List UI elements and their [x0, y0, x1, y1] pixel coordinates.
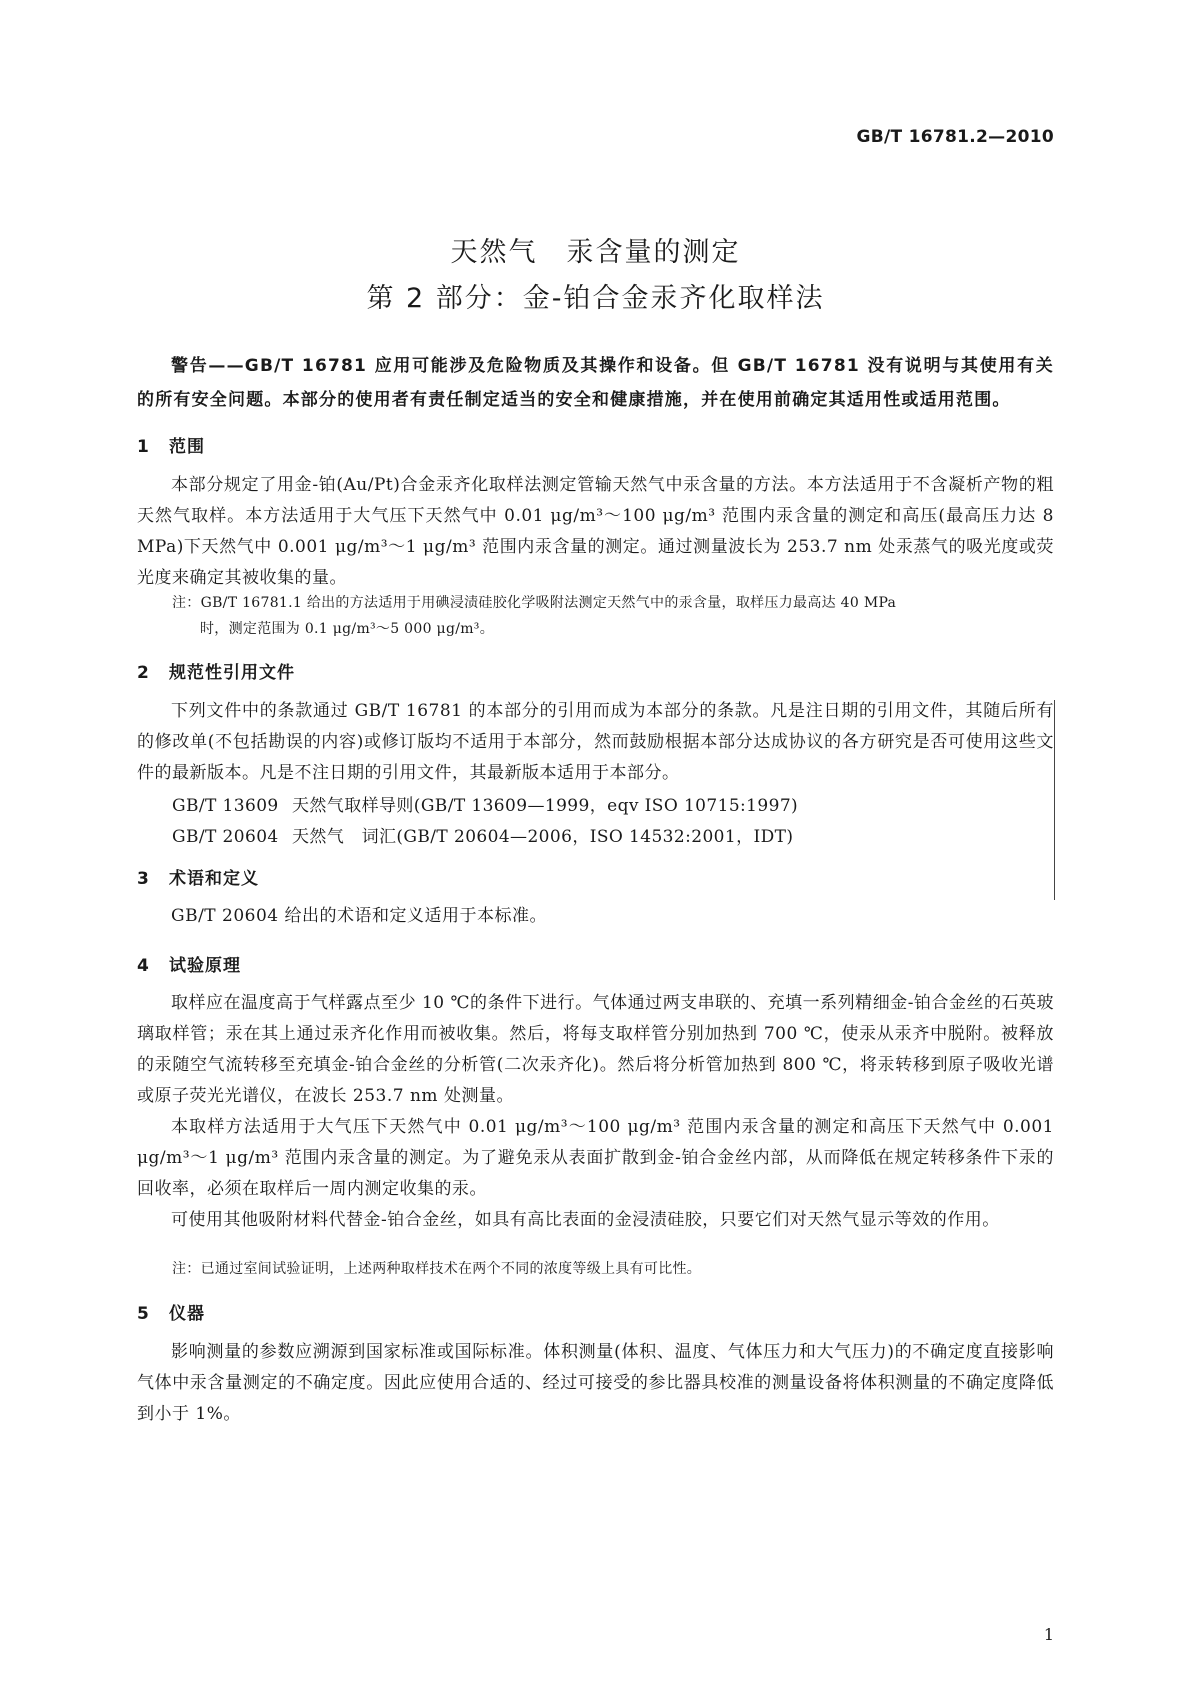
page-number: 1: [1043, 1625, 1054, 1644]
scope-note: [172, 590, 1054, 642]
scope-note-line2: 时，测定范围为 0.1 μg/m³～5 000 μg/m³。: [200, 621, 495, 637]
apparatus-paragraph: 影响测量的参数应溯源到国家标准或国际标准。体积测量(体积、温度、气体压力和大气压力)的不确定度直接影响气体中汞含量测定的不确定度。因此应使用合适的、经过可接受的参比器具校准的测量设备将体积测量的不确定度降低到小于 1%。: [137, 1342, 1054, 1424]
reference-title: 天然气取样导则(GB/T 13609—1999，eqv ISO 10715:1997): [292, 796, 799, 816]
section-title: 范围: [169, 437, 205, 457]
reference-title: 天然气 词汇(GB/T 20604—2006，ISO 14532:2001，IDT): [292, 827, 794, 847]
section-heading-scope: [137, 432, 205, 457]
change-bar: [1054, 700, 1055, 900]
section-title: 仪器: [169, 1304, 205, 1324]
standard-number: GB/T 16781.2—2010: [856, 127, 1054, 147]
section-heading-apparatus: [137, 1299, 205, 1324]
section-heading-terms: [137, 864, 259, 889]
principle-paragraph-1: 取样应在温度高于气样露点至少 10 ℃的条件下进行。气体通过两支串联的、充填一系列精细金-铂合金丝的石英玻璃取样管；汞在其上通过汞齐化作用而被收集。然后，将每支取样管分别加热到 700 ℃，使汞从汞齐中脱附。被释放的汞随空气流转移至充填金-铂合金丝的分析管(二次汞齐化)。然后将分析管加热到 800 ℃，将汞转移到原子吸收光谱或原子荧光光谱仪，在波长 253.7 nm 处测量。: [137, 993, 1054, 1106]
section-title: 试验原理: [169, 956, 241, 976]
section-number: 3: [137, 869, 150, 889]
scope-paragraph: 本部分规定了用金-铂(Au/Pt)合金汞齐化取样法测定管输天然气中汞含量的方法。本方法适用于不含凝析产物的粗天然气取样。本方法适用于大气压下天然气中 0.01 μg/m³～100 μg/m³ 范围内汞含量的测定和高压(最高压力达 8 MPa)下天然气中 0.001 μg/m³～1 μg/m³ 范围内汞含量的测定。通过测量波长为 253.7 nm 处汞蒸气的吸光度或荧光度来确定其被收集的量。: [137, 475, 1054, 588]
references-paragraph: 下列文件中的条款通过 GB/T 16781 的本部分的引用而成为本部分的条款。凡是注日期的引用文件，其随后所有的修改单(不包括勘误的内容)或修订版均不适用于本部分，然而鼓励根据本部分达成协议的各方研究是否可使用这些文件的最新版本。凡是不注日期的引用文件，其最新版本适用于本部分。: [137, 701, 1054, 783]
principle-paragraph-3: 可使用其他吸附材料代替金-铂合金丝，如具有高比表面的金浸渍硅胶，只要它们对天然气显示等效的作用。: [171, 1210, 1000, 1230]
reference-item: [172, 822, 793, 847]
section-title: 术语和定义: [169, 869, 259, 889]
document-title-line1: 天然气 汞含量的测定: [450, 237, 741, 268]
principle-paragraph-2: 本取样方法适用于大气压下天然气中 0.01 μg/m³～100 μg/m³ 范围内汞含量的测定和高压下天然气中 0.001 μg/m³～1 μg/m³ 范围内汞含量的测定。为了避免汞从表面扩散到金-铂合金丝内部，从而降低在规定转移条件下汞的回收率，必须在取样后一周内测定收集的汞。: [137, 1117, 1054, 1199]
reference-code: GB/T 13609: [172, 796, 279, 816]
warning-paragraph: 警告——GB/T 16781 应用可能涉及危险物质及其操作和设备。但 GB/T 16781 没有说明与其使用有关的所有安全问题。本部分的使用者有责任制定适当的安全和健康措施，并在使用前确定其适用性或适用范围。: [137, 356, 1054, 410]
section-number: 4: [137, 956, 150, 976]
reference-item: [172, 791, 798, 816]
document-title-line2: 第 2 部分：金-铂合金汞齐化取样法: [366, 283, 825, 314]
principle-note: 注：已通过室间试验证明，上述两种取样技术在两个不同的浓度等级上具有可比性。: [172, 1261, 702, 1277]
section-number: 1: [137, 437, 150, 457]
reference-code: GB/T 20604: [172, 827, 279, 847]
section-heading-references: [137, 658, 295, 683]
section-number: 2: [137, 663, 150, 683]
section-number: 5: [137, 1304, 150, 1324]
section-heading-principle: [137, 951, 241, 976]
scope-note-line1: 注：GB/T 16781.1 给出的方法适用于用碘浸渍硅胶化学吸附法测定天然气中的汞含量，取样压力最高达 40 MPa: [172, 595, 897, 611]
section-title: 规范性引用文件: [169, 663, 295, 683]
terms-paragraph: GB/T 20604 给出的术语和定义适用于本标准。: [171, 906, 548, 926]
